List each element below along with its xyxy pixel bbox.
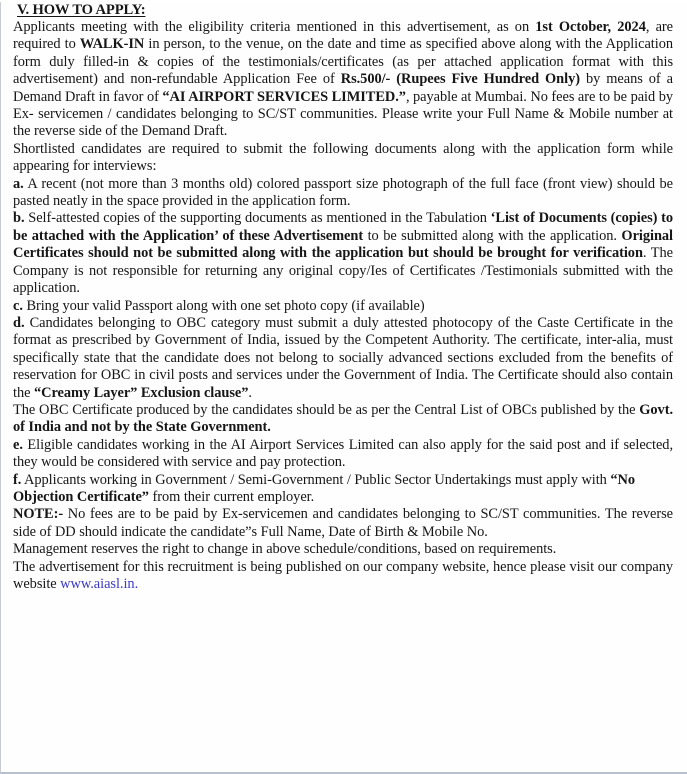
- intro-text-4: by means of a Demand Draft in favor of: [13, 71, 673, 105]
- obc-bold-govt-of-india: Govt. of India and not by the State Government.: [13, 401, 673, 436]
- item-b-bold-original-certificates: Original Certificates should not be submitted along with the application but should be brought for verification: [13, 227, 673, 262]
- item-e-label: e.: [13, 436, 23, 453]
- intro-text-1: Applicants meeting with the eligibility criteria mentioned in this advertisement, as on: [13, 19, 536, 35]
- paragraph-how-to-apply-intro: [13, 19, 673, 141]
- item-b-label: b.: [13, 210, 25, 227]
- paragraph-item-e: [13, 437, 673, 472]
- item-e-text: Eligible candidates working in the AI Airport Services Limited can also apply for the said post and if selected, they would be considered with service and pay protection.: [13, 436, 673, 471]
- paragraph-shortlisted-candidates: [13, 141, 673, 176]
- paragraph-item-a: [13, 176, 673, 211]
- paragraph-note: [13, 506, 673, 541]
- obc-text-1: The OBC Certificate produced by the candidates should be as per the Central List of OBCs published by the: [13, 401, 640, 418]
- item-b-bold-list-of-documents: ‘List of Documents (copies) to be attached with the Application’ of these Advertisement: [13, 210, 673, 244]
- company-website-link[interactable]: www.aiasl.in: [60, 576, 135, 592]
- paragraph-item-b: [13, 210, 673, 297]
- item-b-text-1: Self-attested copies of the supporting documents as mentioned in the Tabulation: [24, 210, 491, 227]
- intro-text-3: in person, to the venue, on the date and time as specified above along with the Application form duly filled-in & copies of the testimonials/certificates (as per attached application format with this advertisement) and non-refundable Application Fee of: [13, 36, 673, 88]
- intro-bold-date: 1st October, 2024: [535, 19, 646, 35]
- paragraph-advertisement: [13, 559, 673, 594]
- advertisement-text-1: The advertisement for this recruitment is being published on our company website, hence please visit our company website: [13, 558, 673, 592]
- paragraph-obc-certificate: [13, 402, 673, 437]
- intro-text-2: , are required to: [13, 19, 673, 53]
- paragraph-item-f: [13, 472, 673, 507]
- item-f-text-2: from their current employer.: [148, 488, 315, 505]
- item-f-text-1: Applicants working in Government / Semi-Government / Public Sector Undertakings must apply with: [21, 471, 611, 488]
- shortlisted-text: Shortlisted candidates are required to submit the following documents along with the application form while appearing for interviews:: [13, 140, 673, 175]
- item-d-label: d.: [13, 314, 25, 331]
- item-b-text-3: . The Company is not responsible for returning any original copy/Ies of Certificates /Testimonials submitted with the application.: [13, 245, 674, 297]
- management-text: Management reserves the right to change in above schedule/conditions, based on requirements.: [13, 541, 557, 558]
- intro-bold-company: “AI AIRPORT SERVICES LIMITED.”: [162, 88, 406, 105]
- item-d-text-1: Candidates belonging to OBC category must submit a duly attested photocopy of the Caste Certificate in the format as prescribed by Government of India, issued by the Competent Authority. The certificate, inter-alia, must specifically state that the candidate does not belong to socially advanced sections excluded from the benefits of reservation for OBC in civil posts and services under the Government of India. The Certificate should also contain the: [13, 314, 673, 401]
- item-b-text-2: to be submitted along with the application.: [363, 227, 622, 244]
- document-page: [0, 2, 687, 774]
- intro-bold-walkin: WALK-IN: [79, 36, 145, 53]
- paragraph-item-d: [13, 315, 673, 402]
- note-label: NOTE:-: [13, 506, 64, 523]
- item-a-label: a.: [13, 175, 24, 192]
- item-c-text: Bring your valid Passport along with one set photo copy (if available): [22, 297, 425, 314]
- item-d-bold-creamy-layer: “Creamy Layer” Exclusion clause”: [33, 384, 249, 401]
- note-text: No fees are to be paid by Ex-servicemen and candidates belonging to SC/ST communities. The reverse side of DD should indicate the candidate”s Full Name, Date of Birth & Mobile No.: [13, 506, 673, 540]
- paragraph-management: [13, 541, 673, 558]
- item-c-label: c.: [13, 297, 23, 314]
- item-f-bold-noc: “No Objection Certificate”: [13, 471, 636, 505]
- item-d-text-2: .: [248, 384, 252, 401]
- item-f-label: f.: [13, 471, 22, 488]
- intro-text-5: , payable at Mumbai. No fees are to be paid by Ex- servicemen / candidates belonging to SC/ST communities. Please write your Full Name & Mobile number at the reverse side of the Demand Draft.: [13, 88, 673, 140]
- advertisement-period: .: [134, 576, 139, 592]
- intro-bold-fee: Rs.500/- (Rupees Five Hundred Only): [340, 71, 580, 88]
- item-a-text: A recent (not more than 3 months old) colored passport size photograph of the full face (front view) should be pasted neatly in the space provided in the application form.: [13, 175, 673, 210]
- section-heading: V. HOW TO APPLY:: [17, 2, 146, 18]
- paragraph-item-c: [13, 298, 673, 315]
